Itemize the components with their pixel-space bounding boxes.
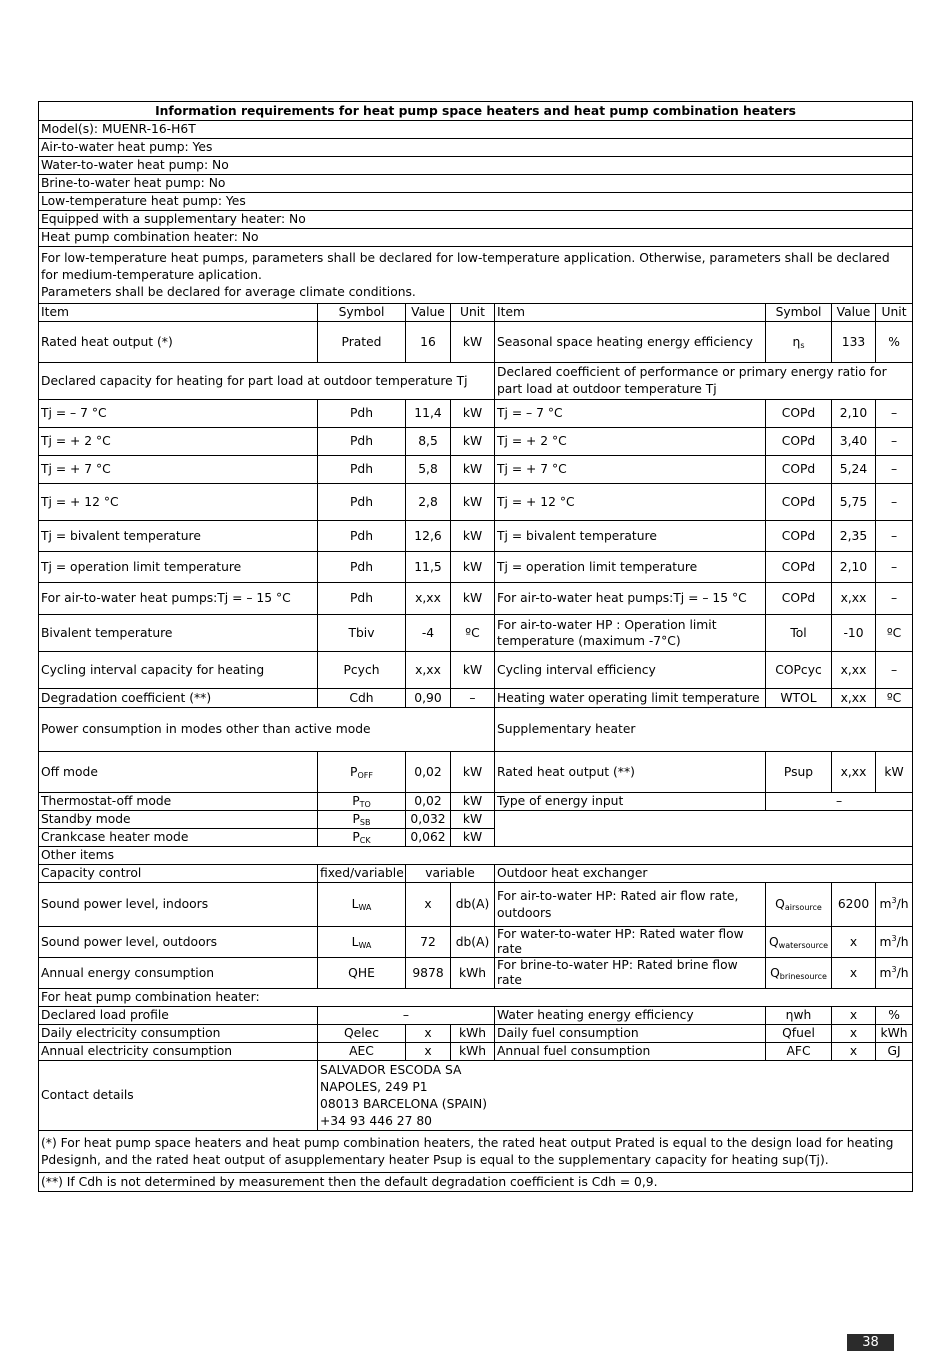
outdoor-heat-exchanger-label: Outdoor heat exchanger	[495, 865, 913, 883]
declaration-note-line-1: For low-temperature heat pumps, parameters shall be declared for low-temperature application. Otherwise, parameters shall be declared for medium-temperature aplication.	[41, 250, 890, 282]
section-declared-capacity: Declared capacity for heating for part load at outdoor temperature Tj	[39, 363, 495, 400]
header-value: Value	[406, 304, 451, 322]
flag-air-to-water: Air-to-water heat pump: Yes	[39, 139, 913, 157]
daily-fuel-symbol: Qfuel	[766, 1025, 832, 1043]
sound-outdoors-label: Sound power level, outdoors	[39, 927, 318, 958]
flag-combination-heater: Heat pump combination heater: No	[39, 229, 913, 247]
partload-item: Tj = bivalent temperature	[39, 521, 318, 552]
cop-value: 5,75	[832, 484, 876, 521]
cop-symbol: COPd	[766, 552, 832, 583]
brine-flow-symbol: $Q_{brinesource}$	[766, 958, 832, 989]
supp-rated-output-label: Rated heat output (**)	[495, 752, 766, 793]
crankcase-label: Crankcase heater mode	[39, 829, 318, 847]
contact-details	[318, 1061, 913, 1131]
seasonal-efficiency-symbol: $\eta_s$	[766, 322, 832, 363]
annual-fuel-value: x	[832, 1043, 876, 1061]
degradation-label: Degradation coefficient (**)	[39, 689, 318, 708]
annual-energy-unit: kWh	[451, 958, 495, 989]
cycling-efficiency-label: Cycling interval efficiency	[495, 652, 766, 689]
flag-low-temperature: Low-temperature heat pump: Yes	[39, 193, 913, 211]
partload-unit: kW	[451, 456, 495, 484]
cop-unit: –	[876, 456, 913, 484]
partload-item: For air-to-water heat pumps:Tj = – 15 °C	[39, 583, 318, 615]
partload-item: Tj = operation limit temperature	[39, 552, 318, 583]
operation-limit-unit: ºC	[876, 615, 913, 652]
cop-symbol: COPd	[766, 400, 832, 428]
sound-outdoors-symbol: $L_{WA}$	[318, 927, 406, 958]
wtol-unit: ºC	[876, 689, 913, 708]
flag-brine-to-water: Brine-to-water heat pump: No	[39, 175, 913, 193]
energy-input-label: Type of energy input	[495, 793, 766, 811]
cycling-efficiency-symbol: COPcyc	[766, 652, 832, 689]
brine-flow-value: x	[832, 958, 876, 989]
water-flow-value: x	[832, 927, 876, 958]
cop-item: Tj = + 12 °C	[495, 484, 766, 521]
cop-symbol: COPd	[766, 428, 832, 456]
cop-value: 2,10	[832, 552, 876, 583]
table-row	[39, 521, 913, 552]
contact-label: Contact details	[39, 1061, 318, 1131]
annual-energy-value: 9878	[406, 958, 451, 989]
degradation-symbol: Cdh	[318, 689, 406, 708]
sound-outdoors-unit: db(A)	[451, 927, 495, 958]
capacity-control-value: variable	[406, 865, 495, 883]
cop-value: 3,40	[832, 428, 876, 456]
sound-indoors-label: Sound power level, indoors	[39, 883, 318, 927]
partload-symbol: Pdh	[318, 400, 406, 428]
section-other-items: Other items	[39, 847, 913, 865]
table-row	[39, 456, 913, 484]
cop-item: Tj = operation limit temperature	[495, 552, 766, 583]
partload-symbol: Pdh	[318, 583, 406, 615]
partload-unit: kW	[451, 552, 495, 583]
table-row	[39, 484, 913, 521]
contact-city: 08013 BARCELONA (SPAIN)	[320, 1096, 488, 1111]
declaration-note	[39, 247, 913, 304]
cop-item: For air-to-water heat pumps:Tj = – 15 °C	[495, 583, 766, 615]
annual-energy-label: Annual energy consumption	[39, 958, 318, 989]
daily-electricity-symbol: Qelec	[318, 1025, 406, 1043]
cop-unit: –	[876, 484, 913, 521]
supp-rated-output-unit: kW	[876, 752, 913, 793]
daily-electricity-label: Daily electricity consumption	[39, 1025, 318, 1043]
partload-unit: kW	[451, 400, 495, 428]
wtol-label: Heating water operating limit temperature	[495, 689, 766, 708]
blank-cell	[495, 811, 913, 847]
daily-fuel-value: x	[832, 1025, 876, 1043]
off-mode-label: Off mode	[39, 752, 318, 793]
degradation-unit: –	[451, 689, 495, 708]
cop-item: Tj = + 2 °C	[495, 428, 766, 456]
air-flow-label: For air-to-water HP: Rated air flow rate, outdoors	[495, 883, 766, 927]
declaration-note-line-2: Parameters shall be declared for average climate conditions.	[41, 284, 416, 299]
flag-supplementary-heater: Equipped with a supplementary heater: No	[39, 211, 913, 229]
seasonal-efficiency-unit: %	[876, 322, 913, 363]
crankcase-unit: kW	[451, 829, 495, 847]
annual-fuel-unit: GJ	[876, 1043, 913, 1061]
bivalent-symbol: Tbiv	[318, 615, 406, 652]
rated-symbol: Prated	[318, 322, 406, 363]
section-power-consumption: Power consumption in modes other than active mode	[39, 708, 495, 752]
partload-symbol: Pdh	[318, 428, 406, 456]
cop-unit: –	[876, 583, 913, 615]
partload-symbol: Pdh	[318, 521, 406, 552]
water-heating-efficiency-symbol: ηwh	[766, 1007, 832, 1025]
footnote-rated-output: (*) For heat pump space heaters and heat pump combination heaters, the rated heat output Prated is equal to the design load for heating Pdesignh, and the rated heat output of asupplementary heater Psup is equal to the supplementary capacity for heating sup(Tj).	[39, 1131, 913, 1173]
cycling-capacity-unit: kW	[451, 652, 495, 689]
rated-unit: kW	[451, 322, 495, 363]
page-number: 38	[847, 1334, 894, 1351]
water-flow-unit: $m^3/h$	[876, 927, 913, 958]
degradation-value: 0,90	[406, 689, 451, 708]
header-unit-right: Unit	[876, 304, 913, 322]
thermostat-off-value: 0,02	[406, 793, 451, 811]
bivalent-label: Bivalent temperature	[39, 615, 318, 652]
partload-item: Tj = + 7 °C	[39, 456, 318, 484]
water-heating-efficiency-unit: %	[876, 1007, 913, 1025]
capacity-control-symbol: fixed/variable	[318, 865, 406, 883]
annual-electricity-label: Annual electricity consumption	[39, 1043, 318, 1061]
thermostat-off-label: Thermostat-off mode	[39, 793, 318, 811]
partload-value: 2,8	[406, 484, 451, 521]
load-profile-value: –	[318, 1007, 495, 1025]
cop-unit: –	[876, 521, 913, 552]
partload-value: 5,8	[406, 456, 451, 484]
water-flow-symbol: $Q_{watersource}$	[766, 927, 832, 958]
annual-electricity-symbol: AEC	[318, 1043, 406, 1061]
partload-value: 11,5	[406, 552, 451, 583]
model-row: Model(s): MUENR-16-H6T	[39, 121, 913, 139]
air-flow-value: 6200	[832, 883, 876, 927]
section-supplementary-heater: Supplementary heater	[495, 708, 913, 752]
partload-value: 12,6	[406, 521, 451, 552]
table-row	[39, 583, 913, 615]
wtol-symbol: WTOL	[766, 689, 832, 708]
partload-unit: kW	[451, 521, 495, 552]
daily-electricity-unit: kWh	[451, 1025, 495, 1043]
cycling-capacity-symbol: Pcych	[318, 652, 406, 689]
load-profile-label: Declared load profile	[39, 1007, 318, 1025]
flag-water-to-water: Water-to-water heat pump: No	[39, 157, 913, 175]
water-flow-label: For water-to-water HP: Rated water flow rate	[495, 927, 766, 958]
off-mode-symbol: $P_{OFF}$	[318, 752, 406, 793]
header-unit: Unit	[451, 304, 495, 322]
standby-value: 0,032	[406, 811, 451, 829]
partload-symbol: Pdh	[318, 552, 406, 583]
partload-unit: kW	[451, 484, 495, 521]
partload-value: x,xx	[406, 583, 451, 615]
header-value-right: Value	[832, 304, 876, 322]
header-symbol: Symbol	[318, 304, 406, 322]
bivalent-value: -4	[406, 615, 451, 652]
sound-indoors-symbol: $L_{WA}$	[318, 883, 406, 927]
sound-indoors-value: x	[406, 883, 451, 927]
cop-value: 5,24	[832, 456, 876, 484]
cop-value: x,xx	[832, 583, 876, 615]
partload-item: Tj = – 7 °C	[39, 400, 318, 428]
partload-unit: kW	[451, 428, 495, 456]
contact-company: SALVADOR ESCODA SA	[320, 1062, 462, 1077]
bivalent-unit: ºC	[451, 615, 495, 652]
thermostat-off-symbol: $P_{TO}$	[318, 793, 406, 811]
annual-electricity-value: x	[406, 1043, 451, 1061]
off-mode-value: 0,02	[406, 752, 451, 793]
standby-label: Standby mode	[39, 811, 318, 829]
operation-limit-value: -10	[832, 615, 876, 652]
cop-value: 2,35	[832, 521, 876, 552]
crankcase-symbol: $P_{CK}$	[318, 829, 406, 847]
annual-fuel-symbol: AFC	[766, 1043, 832, 1061]
seasonal-efficiency-label: Seasonal space heating energy efficiency	[495, 322, 766, 363]
annual-energy-symbol: QHE	[318, 958, 406, 989]
cop-unit: –	[876, 552, 913, 583]
info-table	[38, 101, 913, 1192]
air-flow-symbol: $Q_{airsource}$	[766, 883, 832, 927]
wtol-value: x,xx	[832, 689, 876, 708]
cop-unit: –	[876, 400, 913, 428]
rated-heat-output-label: Rated heat output (*)	[39, 322, 318, 363]
cycling-efficiency-unit: –	[876, 652, 913, 689]
water-heating-efficiency-label: Water heating energy efficiency	[495, 1007, 766, 1025]
daily-electricity-value: x	[406, 1025, 451, 1043]
cop-symbol: COPd	[766, 521, 832, 552]
partload-symbol: Pdh	[318, 456, 406, 484]
table-title: Information requirements for heat pump space heaters and heat pump combination heaters	[39, 102, 913, 121]
daily-fuel-label: Daily fuel consumption	[495, 1025, 766, 1043]
seasonal-efficiency-value: 133	[832, 322, 876, 363]
brine-flow-label: For brine-to-water HP: Rated brine flow rate	[495, 958, 766, 989]
daily-fuel-unit: kWh	[876, 1025, 913, 1043]
sound-outdoors-value: 72	[406, 927, 451, 958]
supp-rated-output-symbol: Psup	[766, 752, 832, 793]
cycling-capacity-value: x,xx	[406, 652, 451, 689]
section-declared-cop: Declared coefficient of performance or primary energy ratio for part load at outdoor temperature Tj	[495, 363, 913, 400]
table-row	[39, 400, 913, 428]
header-item-right: Item	[495, 304, 766, 322]
cop-item: Tj = + 7 °C	[495, 456, 766, 484]
spec-sheet	[38, 101, 912, 1192]
crankcase-value: 0,062	[406, 829, 451, 847]
cop-item: Tj = bivalent temperature	[495, 521, 766, 552]
off-mode-unit: kW	[451, 752, 495, 793]
cycling-efficiency-value: x,xx	[832, 652, 876, 689]
partload-symbol: Pdh	[318, 484, 406, 521]
air-flow-unit: $m^3/h$	[876, 883, 913, 927]
supp-rated-output-value: x,xx	[832, 752, 876, 793]
sound-indoors-unit: db(A)	[451, 883, 495, 927]
footnote-degradation: (**) If Cdh is not determined by measurement then the default degradation coefficient is Cdh = 0,9.	[39, 1173, 913, 1192]
water-heating-efficiency-value: x	[832, 1007, 876, 1025]
contact-phone: +34 93 446 27 80	[320, 1113, 432, 1128]
cop-value: 2,10	[832, 400, 876, 428]
partload-item: Tj = + 2 °C	[39, 428, 318, 456]
section-combination-heater: For heat pump combination heater:	[39, 989, 913, 1007]
partload-value: 11,4	[406, 400, 451, 428]
header-symbol-right: Symbol	[766, 304, 832, 322]
partload-item: Tj = + 12 °C	[39, 484, 318, 521]
partload-value: 8,5	[406, 428, 451, 456]
annual-electricity-unit: kWh	[451, 1043, 495, 1061]
standby-unit: kW	[451, 811, 495, 829]
table-row	[39, 552, 913, 583]
cop-symbol: COPd	[766, 484, 832, 521]
cop-item: Tj = – 7 °C	[495, 400, 766, 428]
partload-unit: kW	[451, 583, 495, 615]
cycling-capacity-label: Cycling interval capacity for heating	[39, 652, 318, 689]
cop-symbol: COPd	[766, 583, 832, 615]
annual-fuel-label: Annual fuel consumption	[495, 1043, 766, 1061]
rated-value: 16	[406, 322, 451, 363]
header-item: Item	[39, 304, 318, 322]
cop-symbol: COPd	[766, 456, 832, 484]
contact-street: NAPOLES, 249 P1	[320, 1079, 428, 1094]
thermostat-off-unit: kW	[451, 793, 495, 811]
table-row	[39, 428, 913, 456]
cop-unit: –	[876, 428, 913, 456]
standby-symbol: $P_{SB}$	[318, 811, 406, 829]
operation-limit-label: For air-to-water HP : Operation limit temperature (maximum -7°C)	[495, 615, 766, 652]
brine-flow-unit: $m^3/h$	[876, 958, 913, 989]
capacity-control-label: Capacity control	[39, 865, 318, 883]
energy-input-value: –	[766, 793, 913, 811]
operation-limit-symbol: Tol	[766, 615, 832, 652]
